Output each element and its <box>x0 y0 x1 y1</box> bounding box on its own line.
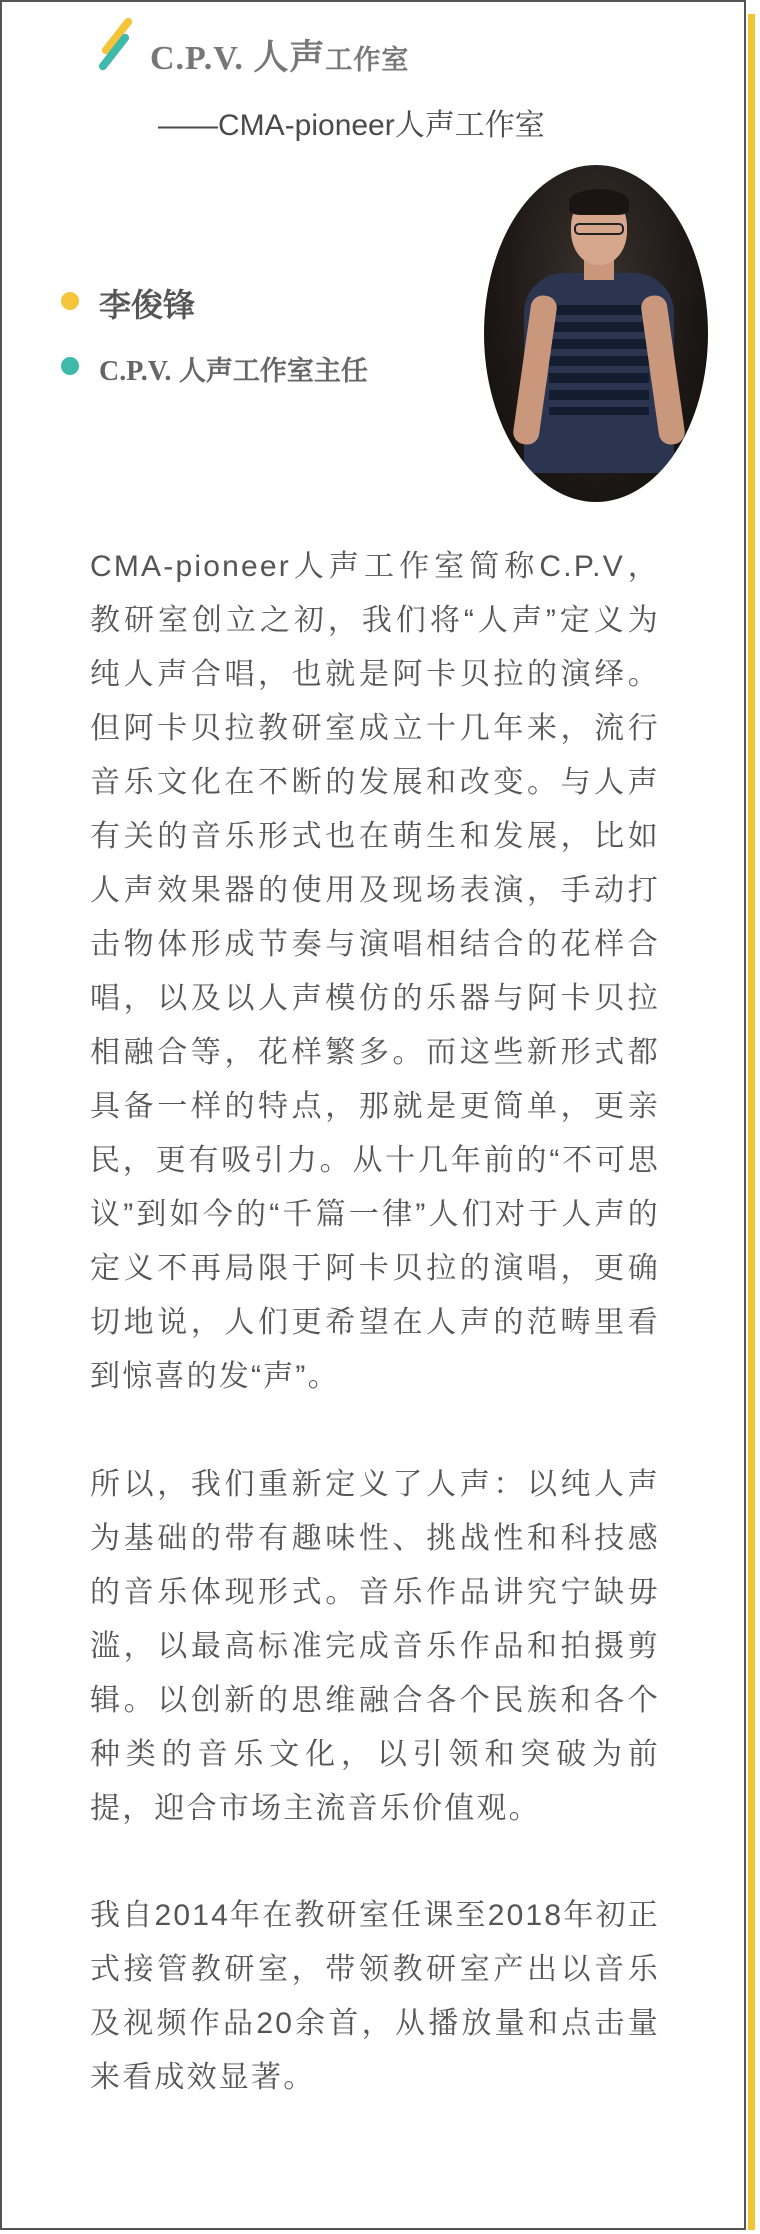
portrait-hair <box>569 189 629 215</box>
body-paragraph-3: 我自2014年在教研室任课至2018年初正式接管教研室，带领教研室产出以音乐及视频作品20余首，从播放量和点击量来看成效显著。 <box>90 1899 660 2094</box>
portrait-photo <box>484 165 708 502</box>
role-latin: C.P.V. <box>99 356 172 387</box>
page-subtitle: ——CMA-pioneer人声工作室 <box>158 109 545 142</box>
bullet-dot-teal-icon <box>61 357 79 375</box>
portrait-shirt-print <box>549 305 649 415</box>
person-name: 李俊锋 <box>99 287 196 323</box>
body-paragraph-1: CMA-pioneer人声工作室简称C.P.V，教研室创立之初，我们将“人声”定义为纯人声合唱，也就是阿卡贝拉的演绎。但阿卡贝拉教研室成立十几年来，流行音乐文化在不断的发展和改变。与人声有关的音乐形式也在萌生和发展，比如人声效果器的使用及现场表演，手动打击物体形成节奏与演唱相结合的花样合唱，以及以人声模仿的乐器与阿卡贝拉相融合等，花样繁多。而这些新形式都具备一样的特点，那就是更简单，更亲民，更有吸引力。从十几年前的“不可思议”到如今的“千篇一律”人们对于人声的定义不再局限于阿卡贝拉的演唱，更确切地说，人们更希望在人声的范畴里看到惊喜的发“声”。 <box>90 550 660 1393</box>
person-role <box>99 349 368 388</box>
yellow-accent-bar <box>748 14 755 2230</box>
body-paragraph-2: 所以，我们重新定义了人声：以纯人声为基础的带有趣味性、挑战性和科技感的音乐体现形式。音乐作品讲究宁缺毋滥，以最高标准完成音乐作品和拍摄剪辑。以创新的思维融合各个民族和各个种类的音乐文化，以引领和突破为前提，迎合市场主流音乐价值观。 <box>90 1468 660 1825</box>
page-title <box>150 30 409 80</box>
role-cn: 人声工作室主任 <box>178 356 368 386</box>
bullet-dot-yellow-icon <box>61 292 79 310</box>
title-cn: 人声 <box>253 38 326 78</box>
title-latin: C.P.V. <box>150 40 244 77</box>
portrait-glasses <box>574 223 624 235</box>
title-cn-small: 工作室 <box>325 45 410 76</box>
